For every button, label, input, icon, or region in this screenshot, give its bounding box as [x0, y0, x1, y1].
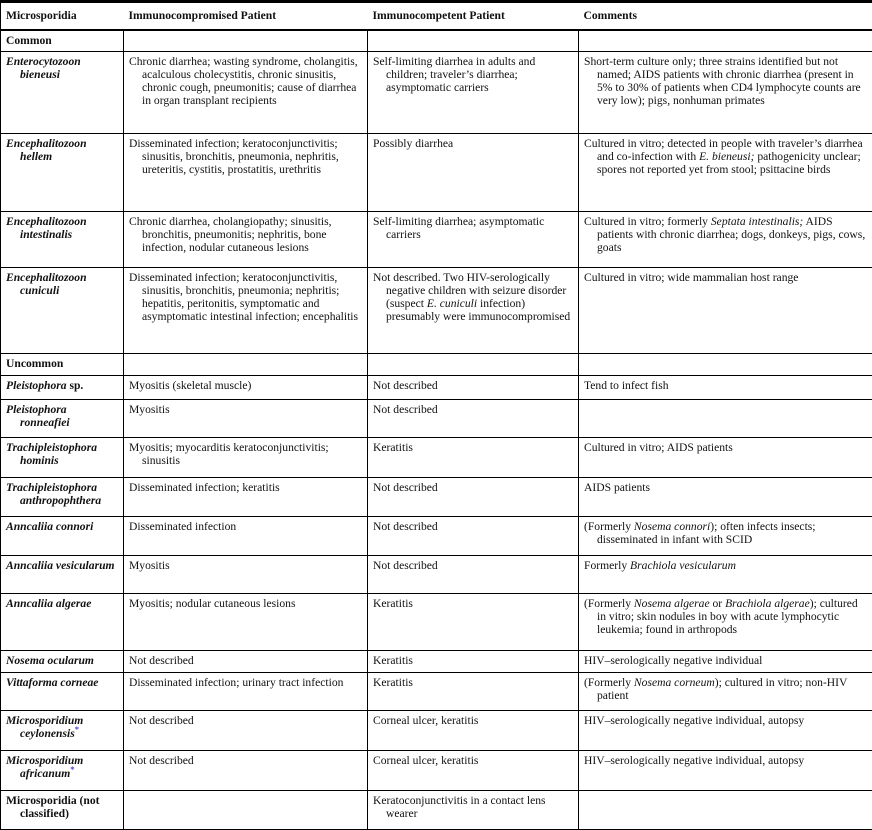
table-row	[1, 556, 872, 594]
immunocompromised-cell: Not described	[124, 751, 368, 791]
immunocompetent-cell: Corneal ulcer, keratitis	[368, 751, 579, 791]
table-row	[1, 52, 872, 134]
immunocompetent-cell: Not described	[368, 517, 579, 556]
table-row	[1, 400, 872, 438]
immunocompromised-cell: Disseminated infection; keratoconjunctivitis, sinusitis, bronchitis, pneumonia; nephritis; hepatitis, peritonitis, symptomatic and asymptomatic intestinal infection; encephalitis	[124, 268, 368, 354]
species-name-cell: Trachipleistophora hominis	[1, 438, 124, 478]
species-name-cell: Microsporidium africanum*	[1, 751, 124, 791]
species-name-cell: Encephalitozoon hellem	[1, 134, 124, 212]
comments-cell: Cultured in vitro; wide mammalian host range	[579, 268, 872, 354]
column-header-immunocompetent: Immunocompetent Patient	[368, 2, 579, 30]
comments-cell	[579, 791, 872, 830]
immunocompetent-cell: Self-limiting diarrhea; asymptomatic carriers	[368, 212, 579, 268]
column-header-immunocompromised: Immunocompromised Patient	[124, 2, 368, 30]
immunocompetent-cell: Keratitis	[368, 673, 579, 711]
species-name-cell: Nosema ocularum	[1, 651, 124, 673]
comments-cell: (Formerly Nosema corneum); cultured in vitro; non-HIV patient	[579, 673, 872, 711]
table-row	[1, 354, 872, 376]
column-header-comments: Comments	[579, 2, 872, 30]
comments-cell: HIV–serologically negative individual, autopsy	[579, 711, 872, 751]
species-name-cell: Microsporidium ceylonensis*	[1, 711, 124, 751]
species-name-cell: Encephalitozoon intestinalis	[1, 212, 124, 268]
table-row	[1, 517, 872, 556]
table-row	[1, 673, 872, 711]
comments-cell: HIV–serologically negative individual	[579, 651, 872, 673]
immunocompromised-cell: Disseminated infection; keratoconjunctivitis; sinusitis, bronchitis, pneumonia, nephritis, ureteritis, cystitis, prostatitis, urethritis	[124, 134, 368, 212]
immunocompetent-cell: Not described. Two HIV-serologically negative children with seizure disorder (suspect E. cuniculi infection) presumably were immunocompromised	[368, 268, 579, 354]
comments-cell: Short-term culture only; three strains identified but not named; AIDS patients with chronic diarrhea (present in 5% to 30% of patients when CD4 lymphocyte counts are very low); pigs, nonhuman primates	[579, 52, 872, 134]
immunocompromised-cell: Disseminated infection; keratitis	[124, 478, 368, 517]
immunocompetent-cell	[368, 354, 579, 376]
immunocompromised-cell	[124, 354, 368, 376]
immunocompetent-cell: Not described	[368, 376, 579, 400]
species-name-cell: Enterocytozoon bieneusi	[1, 52, 124, 134]
comments-cell: (Formerly Nosema algerae or Brachiola algerae); cultured in vitro; skin nodules in boy with acute lymphocytic leukemia; found in arthropods	[579, 594, 872, 651]
comments-cell: Cultured in vitro; detected in people with traveler’s diarrhea and co-infection with E. bieneusi; pathogenicity unclear; spores not reported yet from stool; psittacine birds	[579, 134, 872, 212]
species-name-cell: Microsporidia (not classified)	[1, 791, 124, 830]
immunocompromised-cell: Myositis (skeletal muscle)	[124, 376, 368, 400]
immunocompromised-cell: Disseminated infection	[124, 517, 368, 556]
comments-cell: Cultured in vitro; formerly Septata intestinalis; AIDS patients with chronic diarrhea; dogs, donkeys, pigs, cows, goats	[579, 212, 872, 268]
immunocompetent-cell: Keratoconjunctivitis in a contact lens wearer	[368, 791, 579, 830]
immunocompetent-cell: Not described	[368, 400, 579, 438]
species-name-cell: Anncaliia algerae	[1, 594, 124, 651]
immunocompetent-cell: Corneal ulcer, keratitis	[368, 711, 579, 751]
comments-cell: AIDS patients	[579, 478, 872, 517]
species-name-cell: Anncaliia connori	[1, 517, 124, 556]
immunocompetent-cell: Possibly diarrhea	[368, 134, 579, 212]
table-row	[1, 651, 872, 673]
species-name-cell: Uncommon	[1, 354, 124, 376]
comments-cell: HIV–serologically negative individual, autopsy	[579, 751, 872, 791]
immunocompetent-cell: Keratitis	[368, 651, 579, 673]
immunocompetent-cell: Not described	[368, 478, 579, 517]
header-row	[1, 2, 872, 30]
comments-cell	[579, 30, 872, 52]
comments-cell: (Formerly Nosema connori); often infects insects; disseminated in infant with SCID	[579, 517, 872, 556]
species-name-cell: Trachipleistophora anthropophthera	[1, 478, 124, 517]
immunocompetent-cell	[368, 30, 579, 52]
table-row	[1, 134, 872, 212]
species-name-cell: Vittaforma corneae	[1, 673, 124, 711]
table-row	[1, 268, 872, 354]
immunocompromised-cell: Not described	[124, 651, 368, 673]
column-header-microsporidia: Microsporidia	[1, 2, 124, 30]
comments-cell: Tend to infect fish	[579, 376, 872, 400]
table-row	[1, 376, 872, 400]
immunocompromised-cell: Myositis; myocarditis keratoconjunctivitis; sinusitis	[124, 438, 368, 478]
species-name-cell: Pleistophora sp.	[1, 376, 124, 400]
immunocompetent-cell: Self-limiting diarrhea in adults and children; traveler’s diarrhea; asymptomatic carriers	[368, 52, 579, 134]
immunocompromised-cell	[124, 791, 368, 830]
immunocompromised-cell: Not described	[124, 711, 368, 751]
comments-cell: Cultured in vitro; AIDS patients	[579, 438, 872, 478]
comments-cell	[579, 354, 872, 376]
table-row	[1, 751, 872, 791]
immunocompetent-cell: Keratitis	[368, 594, 579, 651]
species-name-cell: Common	[1, 30, 124, 52]
immunocompromised-cell: Myositis	[124, 400, 368, 438]
immunocompetent-cell: Keratitis	[368, 438, 579, 478]
immunocompromised-cell: Chronic diarrhea; wasting syndrome, cholangitis, acalculous cholecystitis, chronic sinusitis, chronic cough, pneumonitis; cause of diarrhea in organ transplant recipients	[124, 52, 368, 134]
immunocompetent-cell: Not described	[368, 556, 579, 594]
immunocompromised-cell: Myositis; nodular cutaneous lesions	[124, 594, 368, 651]
immunocompromised-cell	[124, 30, 368, 52]
table-row	[1, 438, 872, 478]
table-row	[1, 478, 872, 517]
species-name-cell: Encephalitozoon cuniculi	[1, 268, 124, 354]
immunocompromised-cell: Chronic diarrhea, cholangiopathy; sinusitis, bronchitis, pneumonitis; nephritis, bone infection, nodular cutaneous lesions	[124, 212, 368, 268]
species-name-cell: Pleistophora ronneafiei	[1, 400, 124, 438]
table-row	[1, 30, 872, 52]
table-row	[1, 711, 872, 751]
table-row	[1, 791, 872, 830]
immunocompromised-cell: Myositis	[124, 556, 368, 594]
comments-cell: Formerly Brachiola vesicularum	[579, 556, 872, 594]
table-row	[1, 594, 872, 651]
comments-cell	[579, 400, 872, 438]
immunocompromised-cell: Disseminated infection; urinary tract infection	[124, 673, 368, 711]
species-name-cell: Anncaliia vesicularum	[1, 556, 124, 594]
table-body	[1, 30, 872, 830]
table-row	[1, 212, 872, 268]
